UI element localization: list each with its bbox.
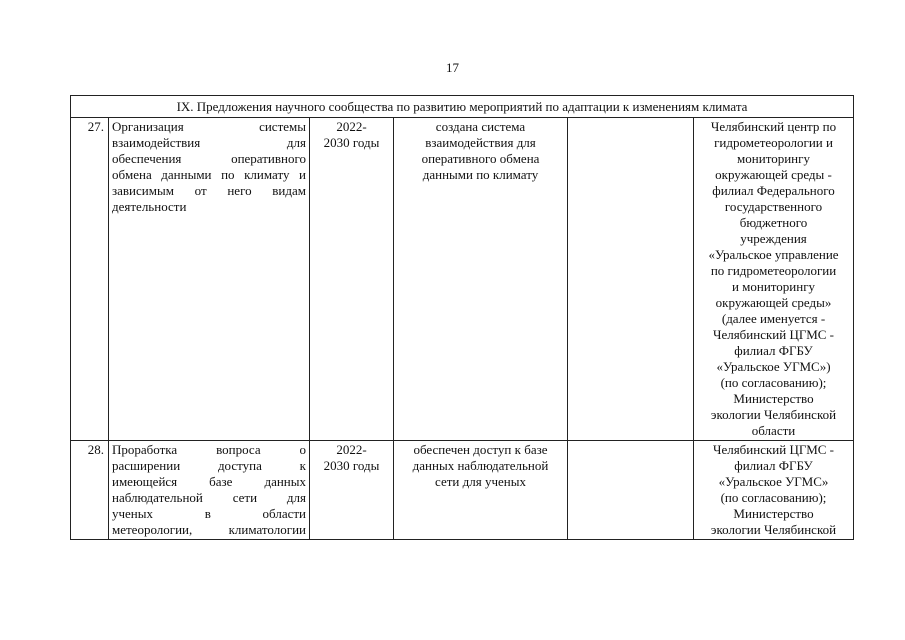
responsible-line: бюджетного bbox=[739, 215, 808, 230]
measure-name bbox=[109, 118, 310, 441]
result-line: данных наблюдательной bbox=[412, 458, 549, 473]
result-line: данными по климату bbox=[422, 167, 539, 182]
implementation-years bbox=[310, 441, 394, 540]
responsible-executors bbox=[694, 118, 854, 441]
responsible-line: (по согласованию); bbox=[720, 375, 827, 390]
responsible-line: государственного bbox=[724, 199, 823, 214]
page-number: 17 bbox=[446, 60, 459, 75]
measure-name-line: зависимым от него видам bbox=[112, 183, 306, 198]
measure-name-line: имеющейся базе данных bbox=[112, 474, 306, 489]
responsible-line: «Уральское УГМС» bbox=[718, 474, 829, 489]
empty-cell bbox=[568, 118, 694, 441]
measure-name-line: Проработка вопроса о bbox=[112, 442, 306, 457]
measure-name-line: обмена данными по климату и bbox=[112, 167, 306, 182]
responsible-line: окружающей среды» bbox=[715, 295, 832, 310]
responsible-line: Министерство bbox=[733, 391, 814, 406]
result-line: создана система bbox=[435, 119, 526, 134]
years-line: 2022- bbox=[336, 442, 367, 457]
measure-name-line: метеорологии, климатологии bbox=[112, 522, 306, 537]
result-line: оперативного обмена bbox=[421, 151, 540, 166]
empty-cell bbox=[568, 441, 694, 540]
responsible-line: филиал ФГБУ bbox=[734, 343, 813, 358]
result-line: обеспечен доступ к базе bbox=[413, 442, 548, 457]
measure-name-line: Организация системы bbox=[112, 119, 306, 134]
responsible-line: по гидрометеорологии bbox=[710, 263, 837, 278]
responsible-line: экологии Челябинской bbox=[710, 522, 837, 537]
responsible-line: (по согласованию); bbox=[720, 490, 827, 505]
responsible-line: Челябинский центр по bbox=[710, 119, 837, 134]
responsible-line: гидрометеорологии и bbox=[714, 135, 833, 150]
responsible-line: окружающей среды - bbox=[715, 167, 832, 182]
responsible-executors bbox=[694, 441, 854, 540]
responsible-line: Челябинский ЦГМС - bbox=[713, 442, 835, 457]
years-line: 2030 годы bbox=[323, 135, 380, 150]
responsible-line: «Уральское управление bbox=[708, 247, 839, 262]
responsible-line: филиал Федерального bbox=[712, 183, 835, 198]
result-line: сети для ученых bbox=[435, 474, 526, 489]
table-row bbox=[71, 441, 854, 540]
row-number: 27. bbox=[71, 118, 109, 441]
expected-result bbox=[394, 118, 568, 441]
measure-name-line: наблюдательной сети для bbox=[112, 490, 306, 505]
responsible-line: (далее именуется - bbox=[721, 311, 826, 326]
implementation-years bbox=[310, 118, 394, 441]
row-number: 28. bbox=[71, 441, 109, 540]
section-header-row bbox=[71, 96, 854, 118]
table-row bbox=[71, 118, 854, 441]
responsible-line: мониторингу bbox=[737, 151, 810, 166]
responsible-line: «Уральское УГМС») bbox=[716, 359, 831, 374]
expected-result bbox=[394, 441, 568, 540]
measure-name bbox=[109, 441, 310, 540]
responsible-line: филиал ФГБУ bbox=[734, 458, 813, 473]
years-line: 2022- bbox=[336, 119, 367, 134]
responsible-line: экологии Челябинской bbox=[710, 407, 837, 422]
responsible-line: Челябинский ЦГМС - bbox=[713, 327, 835, 342]
measure-name-line: обеспечения оперативного bbox=[112, 151, 306, 166]
section-title: IX. Предложения научного сообщества по развитию мероприятий по адаптации к изменениям климата bbox=[71, 96, 854, 118]
years-line: 2030 годы bbox=[323, 458, 380, 473]
measure-name-line: расширении доступа к bbox=[112, 458, 306, 473]
result-line: взаимодействия для bbox=[425, 135, 536, 150]
measures-table bbox=[70, 95, 854, 540]
responsible-line: и мониторингу bbox=[731, 279, 816, 294]
responsible-line: области bbox=[751, 423, 796, 438]
responsible-line: учреждения bbox=[740, 231, 807, 246]
measure-name-line: деятельности bbox=[112, 199, 187, 214]
measure-name-line: взаимодействия для bbox=[112, 135, 306, 150]
measure-name-line: ученых в области bbox=[112, 506, 306, 521]
responsible-line: Министерство bbox=[733, 506, 814, 521]
